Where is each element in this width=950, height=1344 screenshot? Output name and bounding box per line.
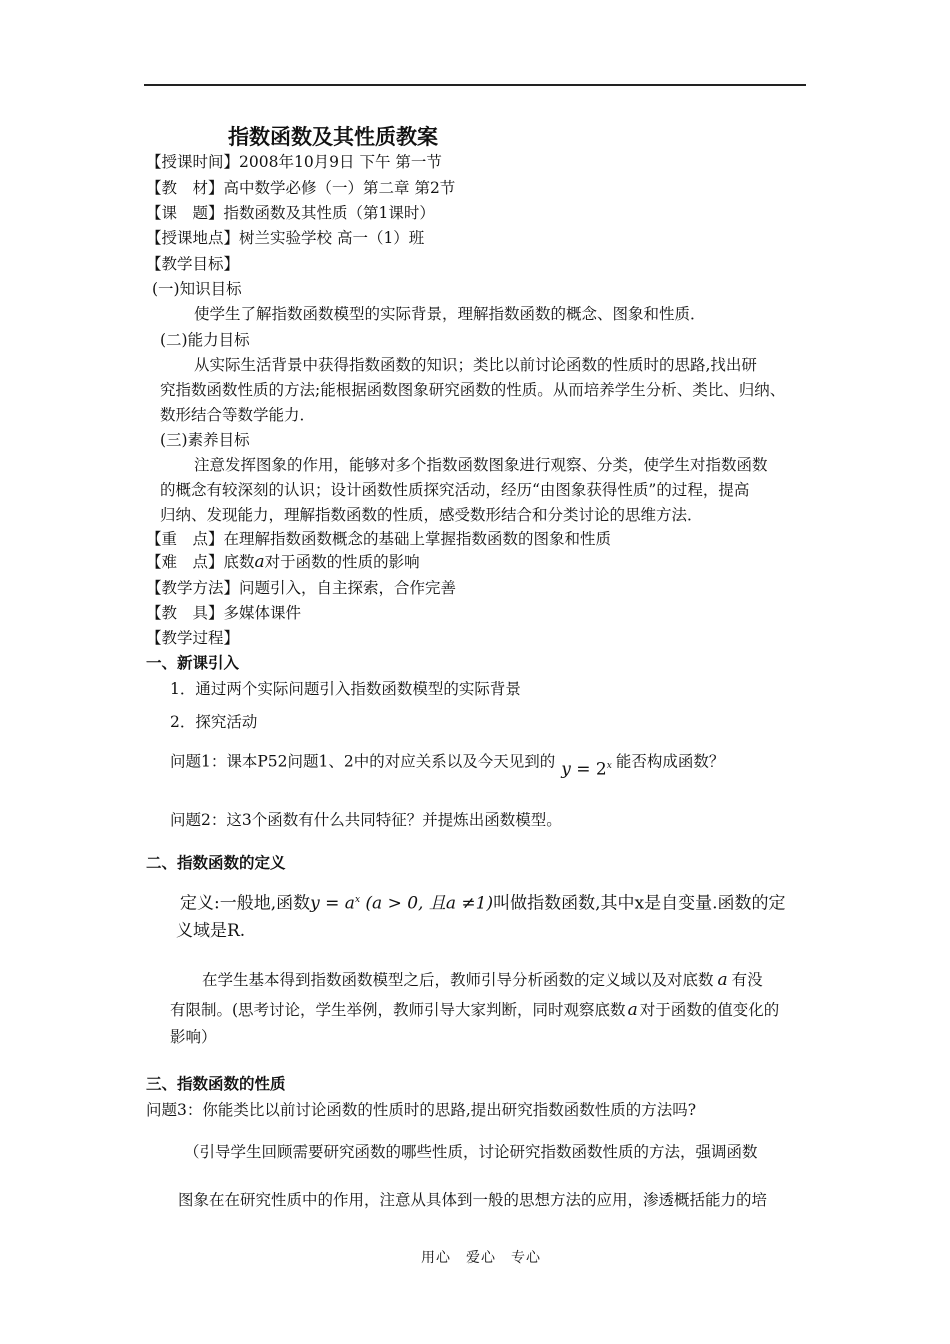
key-point: 【重 点】在理解指数函数概念的基础上掌握指数函数的图象和性质 <box>146 530 612 548</box>
page-footer: 用心 爱心 专心 <box>421 1250 541 1266</box>
process-label: 【教学过程】 <box>146 629 240 647</box>
knowledge-goal-heading: (一)知识目标 <box>152 280 242 298</box>
info-time: 【授课时间】2008年10月9日 下午 第一节 <box>146 153 442 171</box>
ability-goal-heading: (二)能力目标 <box>160 331 250 349</box>
ability-goal-line: 究指数函数性质的方法;能根据函数图象研究函数的性质。从而培养学生分析、类比、归纳、 <box>160 381 786 399</box>
definition-line: 定义:一般地,函数$y = a^x$ (a > 0, 且a ≠1)叫做指数函数,其中x是自变量.函数的定 <box>180 893 786 914</box>
paragraph-line: 在学生基本得到指数函数模型之后，教师引导分析函数的定义域以及对底数 a 有没 <box>202 970 763 990</box>
page-title: 指数函数及其性质教案 <box>228 124 438 149</box>
question-1: 问题1：课本P52问题1、2中的对应关系以及今天见到的 $y = 2^x$ 能否构成函数？ <box>170 752 725 780</box>
info-place: 【授课地点】树兰实验学校 高一（1）班 <box>146 229 425 247</box>
paragraph-line: 图象在在研究性质中的作用，注意从具体到一般的思想方法的应用，渗透概括能力的培 <box>178 1191 768 1209</box>
section-heading: 一、新课引入 <box>146 653 240 672</box>
quality-goal-line: 注意发挥图象的作用，能够对多个指数函数图象进行观察、分类，使学生对指数函数 <box>194 456 768 474</box>
quality-goal-line: 的概念有较深刻的认识；设计函数性质探究活动，经历“由图象获得性质”的过程，提高 <box>160 481 750 499</box>
definition-line: 义域是R. <box>176 921 246 941</box>
info-topic: 【课 题】指数函数及其性质（第1课时） <box>146 204 435 222</box>
list-item: 2．探究活动 <box>170 713 258 731</box>
info-textbook: 【教 材】高中数学必修（一）第二章 第2节 <box>146 179 456 197</box>
section-heading: 三、指数函数的性质 <box>146 1074 286 1093</box>
info-goals-label: 【教学目标】 <box>146 255 240 273</box>
quality-goal-line: 归纳、发现能力，理解指数函数的性质，感受数形结合和分类讨论的思维方法． <box>160 506 703 524</box>
difficulty: 【难 点】底数a对于函数的性质的影响 <box>146 552 420 572</box>
question-3: 问题3：你能类比以前讨论函数的性质时的思路,提出研究指数函数性质的方法吗? <box>146 1101 697 1119</box>
paragraph-line: 影响） <box>170 1028 217 1046</box>
teaching-method: 【教学方法】问题引入，自主探索，合作完善 <box>146 579 457 597</box>
quality-goal-heading: (三)素养目标 <box>160 431 250 449</box>
question-2: 问题2：这3个函数有什么共同特征？并提炼出函数模型。 <box>170 811 562 829</box>
paragraph-line: （引导学生回顾需要研究函数的哪些性质，讨论研究指数函数性质的方法，强调函数 <box>184 1143 758 1161</box>
paragraph-line: 有限制。(思考讨论，学生举例，教师引导大家判断，同时观察底数 a 对于函数的值变化的 <box>170 1000 780 1020</box>
ability-goal-line: 数形结合等数学能力． <box>160 406 316 424</box>
header-rule <box>144 84 806 86</box>
teaching-tools: 【教 具】多媒体课件 <box>146 604 302 622</box>
knowledge-goal-text: 使学生了解指数函数模型的实际背景，理解指数函数的概念、图象和性质． <box>194 305 706 323</box>
section-heading: 二、指数函数的定义 <box>146 853 286 872</box>
ability-goal-line: 从实际生活背景中获得指数函数的知识；类比以前讨论函数的性质时的思路,找出研 <box>194 356 757 374</box>
list-item: 1．通过两个实际问题引入指数函数模型的实际背景 <box>170 680 521 698</box>
